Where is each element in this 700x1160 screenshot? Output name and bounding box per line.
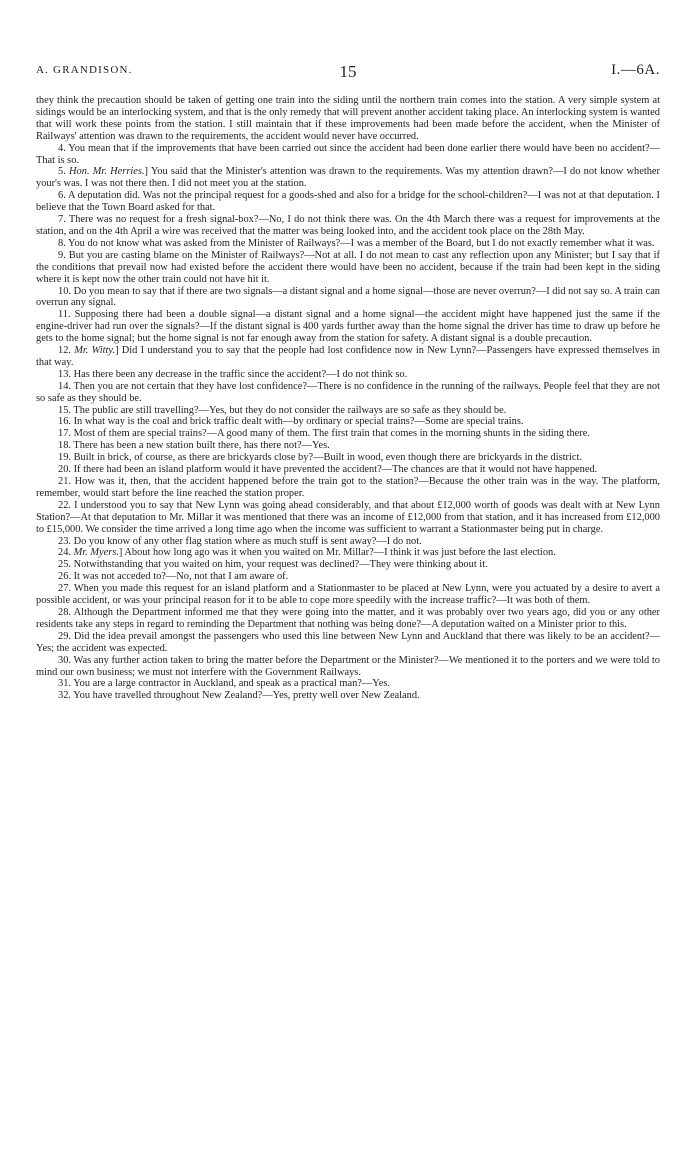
testimony-paragraph: [36, 309, 660, 345]
paragraph-text: 22. I understood you to say that New Lynn was going ahead considerably, and that about £12,000 worth of goods was dealt with at New Lynn Station?—At that deputation to Mr. Millar it was mentioned that there was an income of £12,000 from that station, and it has increased from £12,000 to £15,000. We consider the time arrived a long time ago when the income was sufficient to warrant a Stationmaster being put in charge.: [36, 499, 660, 535]
paragraph-text: 30. Was any further action taken to bring the matter before the Department or the Minister?—We mentioned it to the porters and we were told to mind our own business; we must not interfere with the Government Railways.: [36, 654, 660, 678]
paragraph-text: 23. Do you know of any other flag station where as much stuff is sent away?—I do not.: [58, 535, 422, 547]
paragraph-text: 13. Has there been any decrease in the traffic since the accident?—I do not think so.: [58, 368, 408, 380]
header-paper-reference: I.—6A.: [611, 62, 660, 78]
paragraph-text: 14. Then you are not certain that they have lost confidence?—There is no confidence in the running of the railways. People feel that they are not so safe as they should be.: [36, 380, 660, 404]
paragraph-text: 32. You have travelled throughout New Zealand?—Yes, pretty well over New Zealand.: [58, 690, 420, 702]
testimony-paragraph: [36, 250, 660, 286]
paragraph-text: 11. Supposing there had been a double signal—a distant signal and a home signal—the accident might have happened just the same if the engine-driver had run over the signals?—If the distant signal is 400 yards further away than the home signal the driver has time to draw up before he gets to the home signal; but the home signal is not far enough away from the station for safety. A distant signal is a double precaution.: [36, 309, 660, 345]
testimony-paragraph: [36, 476, 660, 500]
paragraph-text: they think the precaution should be taken of getting one train into the siding until the northern train comes into the station. A very simple system at sidings would be an interlocking system, and that is the only remedy that will prevent another accident taking place. An interlocking system is wanted that will work these points from the station. I still maintain that if these improvements had been made before the accident, when the Minister of Railways' attention was drawn to the requirements, the accident would never have occurred.: [36, 95, 660, 142]
testimony-paragraph: [36, 559, 660, 571]
page-number: 15: [339, 62, 357, 81]
testimony-paragraph: [36, 571, 660, 583]
paragraph-text: 21. How was it, then, that the accident happened before the train got to the station?—Because the other train was in the way. The platform, remember, would start before the line reached the station proper.: [36, 476, 660, 499]
paragraph-text: 31. You are a large contractor in Auckland, and speak as a practical man?—Yes.: [58, 678, 391, 690]
speaker-name: Hon. Mr. Herries.: [69, 166, 145, 178]
header-witness-name: A. GRANDISON.: [36, 64, 133, 76]
testimony-paragraph: [36, 166, 660, 190]
paragraph-text: ] Did I understand you to say that the people had lost confidence now in New Lynn?—Passengers have expressed themselves in that way.: [36, 345, 660, 368]
paragraph-text: 9. But you are casting blame on the Minister of Railways?—Not at all. I do not mean to cast any reflection upon any Minister; but I say that if the conditions that prevail now had existed before the accident there would have been no accident, because if the train had been kept in the siding where it is kept now the other train could not have hit it.: [36, 249, 660, 285]
testimony-paragraph: [36, 381, 660, 405]
testimony-paragraph: [36, 500, 660, 536]
paragraph-text: ] You said that the Minister's attention was drawn to the requirements. Was my attention drawn?—I do not know whether your's was. I was not there then. I did not meet you at the station.: [36, 166, 661, 190]
paragraph-text: 29. Did the idea prevail amongst the passengers who used this line between New Lynn and Auckland that there was likely to be an accident?—Yes; the accident was expected.: [36, 630, 660, 654]
testimony-paragraph: [36, 214, 660, 238]
testimony-paragraph: [36, 607, 660, 631]
testimony-paragraph: [36, 452, 660, 464]
testimony-paragraph: [36, 286, 660, 310]
testimony-paragraph: [36, 95, 660, 143]
testimony-paragraph: [36, 405, 660, 417]
testimony-paragraph: [36, 190, 660, 214]
paragraph-text: ] About how long ago was it when you waited on Mr. Millar?—I think it was just before the last election.: [118, 547, 556, 559]
testimony-paragraph: [36, 631, 660, 655]
question-number: 5.: [58, 166, 70, 178]
paragraph-text: 27. When you made this request for an island platform and a Stationmaster to be placed at New Lynn, were you actuated by a desire to avert a possible accident, or was your principal reason for it to be able to cope more speedily with the increase traffic?—It was both of them.: [36, 583, 660, 607]
testimony-paragraph: [36, 547, 660, 559]
paragraph-text: 25. Notwithstanding that you waited on him, your request was declined?—They were thinking about it.: [58, 559, 488, 571]
testimony-paragraph: [36, 690, 660, 702]
paragraph-text: 20. If there had been an island platform would it have prevented the accident?—The chances are that it would not have happened.: [58, 464, 598, 476]
paragraph-text: 17. Most of them are special trains?—A good many of them. The first train that comes in the morning shunts in the siding there.: [58, 428, 590, 440]
speaker-name: Mr. Myers.: [73, 547, 119, 559]
page-header: [36, 62, 660, 84]
testimony-paragraph: [36, 416, 660, 428]
testimony-paragraph: [36, 428, 660, 440]
testimony-paragraph: [36, 583, 660, 607]
testimony-paragraph: [36, 536, 660, 548]
speaker-name: Mr. Witty.: [74, 345, 116, 357]
testimony-paragraph: [36, 369, 660, 381]
paragraph-text: 16. In what way is the coal and brick traffic dealt with—by ordinary or special trains?—Some are special trains.: [58, 416, 524, 428]
question-number: 12.: [58, 345, 75, 357]
paragraph-text: 10. Do you mean to say that if there are two signals—a distant signal and a home signal—those are never overrun?—I did not say so. A train can overrun any signal.: [36, 285, 660, 309]
paragraph-text: 6. A deputation did. Was not the principal request for a goods-shed and also for a bridge for the school-children?—I was not at that deputation. I believe that the Town Board asked for that.: [36, 190, 660, 214]
testimony-paragraph: [36, 655, 660, 679]
paragraph-text: 28. Although the Department informed me that they were going into the matter, and it was probably over two years ago, did you or any other residents take any steps in regard to reminding the Department that nothing was being done?—A deputation waited on a Minister prior to this.: [36, 606, 660, 630]
paragraph-text: 19. Built in brick, of course, as there are brickyards close by?—Built in wood, even though there are brickyards in the district.: [58, 452, 583, 464]
paragraph-text: 18. There has been a new station built there, has there not?—Yes.: [58, 440, 330, 452]
testimony-paragraph: [36, 464, 660, 476]
testimony-paragraph: [36, 678, 660, 690]
paragraph-text: 8. You do not know what was asked from the Minister of Railways?—I was a member of the Board, but I do not exactly remember what it was.: [58, 237, 655, 249]
testimony-body: [36, 95, 660, 702]
paragraph-text: 4. You mean that if the improvements that have been carried out since the accident had been done earlier there would have been no accident?—That is so.: [36, 142, 660, 166]
testimony-paragraph: [36, 238, 660, 250]
testimony-paragraph: [36, 143, 660, 167]
paragraph-text: 26. It was not acceded to?—No, not that I am aware of.: [58, 571, 289, 583]
paragraph-text: 7. There was no request for a fresh signal-box?—No, I do not think there was. On the 4th March there was a request for improvements at the station, and on the 4th April a wire was received that the matter was being looked into, and the accident took place on the 28th May.: [36, 214, 660, 237]
testimony-paragraph: [36, 345, 660, 369]
testimony-paragraph: [36, 440, 660, 452]
paragraph-text: 15. The public are still travelling?—Yes, but they do not consider the railways are so safe as they should be.: [58, 404, 507, 416]
question-number: 24.: [58, 547, 74, 559]
